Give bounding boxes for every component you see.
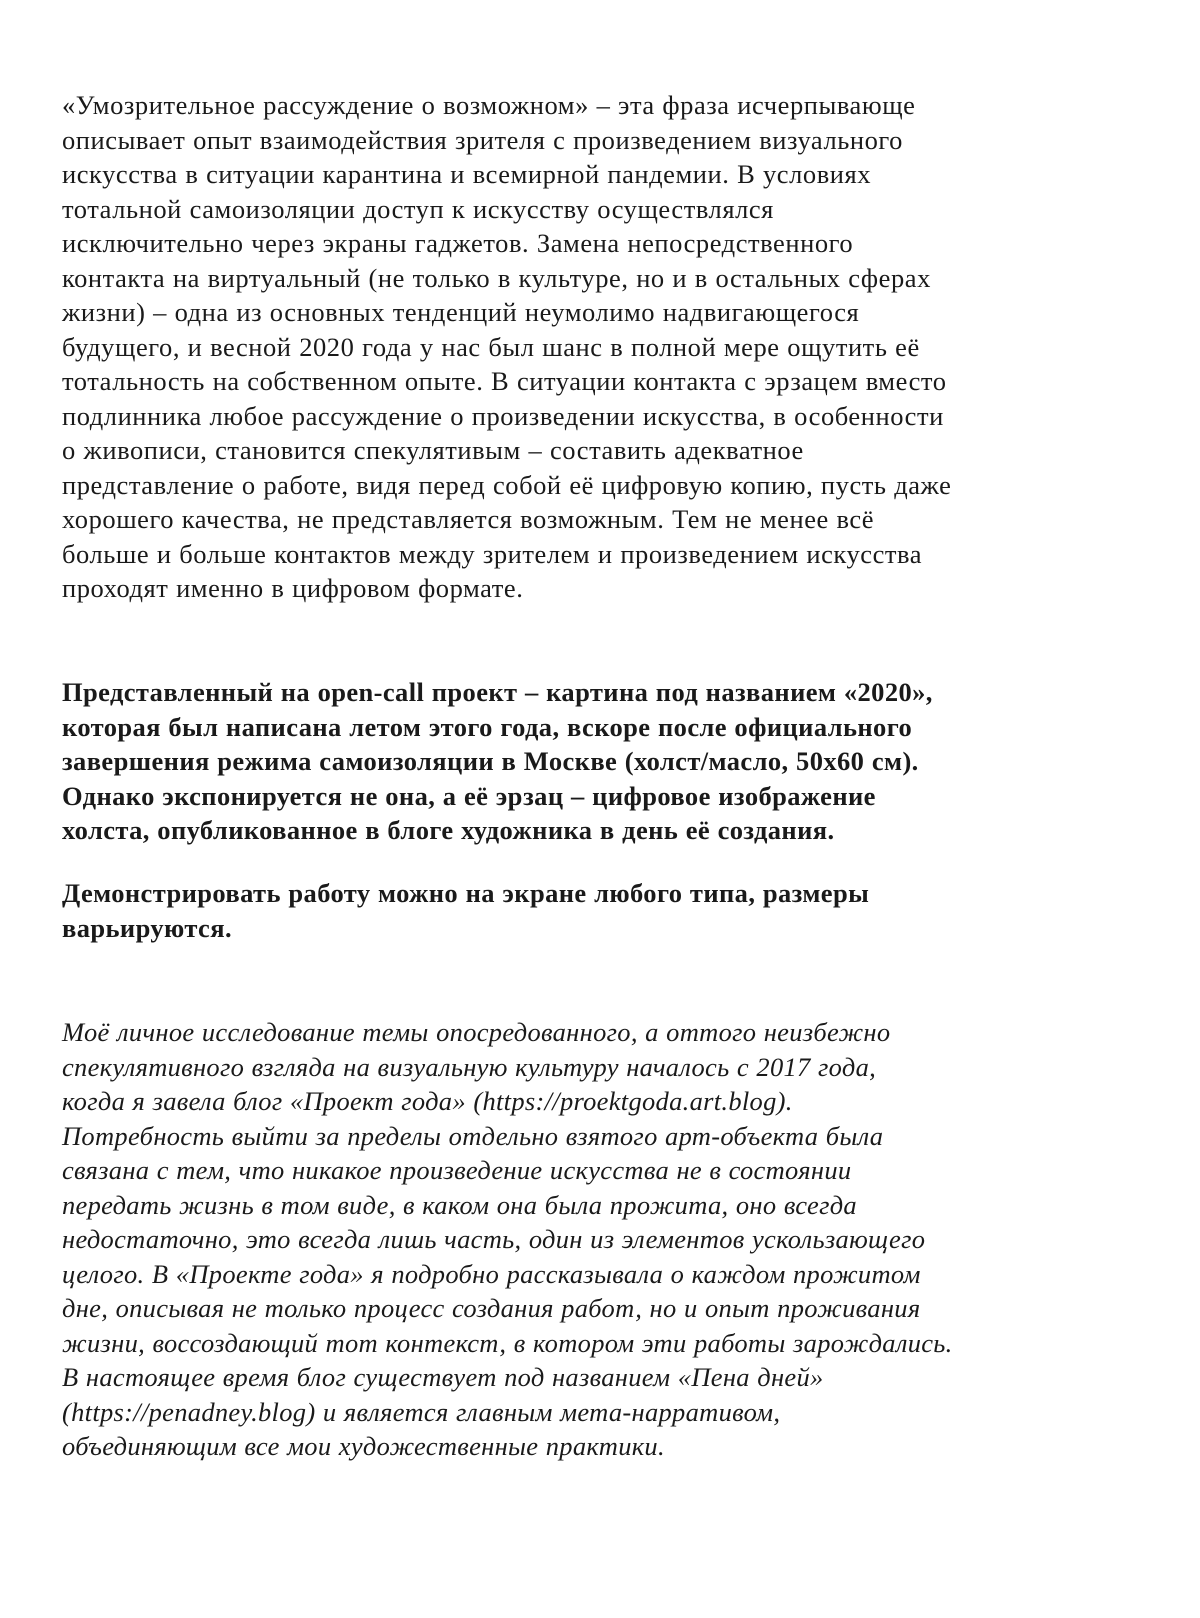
text-line: холста, опубликованное в блоге художника в день её создания. bbox=[62, 815, 835, 845]
text-line: жизни, воссоздающий тот контекст, в котором эти работы зарождались. bbox=[62, 1327, 953, 1358]
text-line: подлинника любое рассуждение о произведении искусства, в особенности bbox=[62, 400, 944, 431]
text-line: недостаточно, это всегда лишь часть, один из элементов ускользающего bbox=[62, 1224, 926, 1254]
text-line: больше и больше контактов между зрителем и произведением искусства bbox=[62, 538, 923, 569]
text-line: контакта на виртуальный (не только в культуре, но и в остальных сферах bbox=[62, 262, 931, 293]
text-line: завершения режима самоизоляции в Москве (холст/масло, 50x60 см). bbox=[62, 746, 919, 776]
text-line: жизни) – одна из основных тенденций неумолимо надвигающегося bbox=[62, 297, 860, 327]
text-line: связана с тем, что никакое произведение искусства не в состоянии bbox=[62, 1155, 852, 1185]
project-paragraph bbox=[62, 675, 1172, 848]
text-line: (https://penadney.blog) и является главным мета-нарративом, bbox=[62, 1396, 781, 1427]
text-line: когда я завела блог «Проект года» (https://proektgoda.art.blog). bbox=[62, 1086, 793, 1116]
text-line: будущего, и весной 2020 года у нас был шанс в полной мере ощутить её bbox=[62, 331, 920, 362]
text-line: объединяющим все мои художественные практики. bbox=[62, 1431, 665, 1461]
text-line: Представленный на open-call проект – картина под названием «2020», bbox=[62, 677, 933, 707]
text-line: проходят именно в цифровом формате. bbox=[62, 573, 524, 603]
text-line: искусства в ситуации карантина и всемирной пандемии. В условиях bbox=[62, 159, 872, 189]
text-line: Потребность выйти за пределы отдельно взятого арт-объекта была bbox=[62, 1120, 884, 1151]
intro-paragraph bbox=[62, 88, 1172, 606]
text-line: В настоящее время блог существует под названием «Пена дней» bbox=[62, 1362, 824, 1392]
text-line: тотальность на собственном опыте. В ситуации контакта с эрзацем вместо bbox=[62, 366, 947, 396]
text-line: целого. В «Проекте года» я подробно рассказывала о каждом прожитом bbox=[62, 1258, 921, 1289]
text-line: тотальной самоизоляции доступ к искусству осуществлялся bbox=[62, 193, 774, 224]
text-line: варьируются. bbox=[62, 912, 232, 943]
text-line: хорошего качества, не представляется возможным. Тем не менее всё bbox=[62, 504, 875, 534]
text-line: Однако экспонируется не она, а её эрзац – цифровое изображение bbox=[62, 780, 876, 811]
text-line: дне, описывая не только процесс создания работ, но и опыт проживания bbox=[62, 1293, 921, 1323]
text-line: передать жизнь в том виде, в каком она была прожита, оно всегда bbox=[62, 1189, 857, 1220]
display-paragraph bbox=[62, 876, 1172, 945]
text-line: исключительно через экраны гаджетов. Замена непосредственного bbox=[62, 228, 854, 258]
text-line: которая был написана летом этого года, вскоре после официального bbox=[62, 711, 913, 742]
personal-paragraph bbox=[62, 1015, 1172, 1464]
text-line: представление о работе, видя перед собой её цифровую копию, пусть даже bbox=[62, 469, 952, 500]
text-line: о живописи, становится спекулятивым – составить адекватное bbox=[62, 435, 804, 465]
text-line: «Умозрительное рассуждение о возможном» – эта фраза исчерпывающе bbox=[62, 90, 916, 120]
text-line: описывает опыт взаимодействия зрителя с произведением визуального bbox=[62, 124, 903, 155]
text-line: спекулятивного взгляда на визуальную культуру началось с 2017 года, bbox=[62, 1051, 877, 1082]
text-line: Демонстрировать работу можно на экране любого типа, размеры bbox=[62, 878, 870, 908]
text-line: Моё личное исследование темы опосредованного, а оттого неизбежно bbox=[62, 1017, 891, 1047]
